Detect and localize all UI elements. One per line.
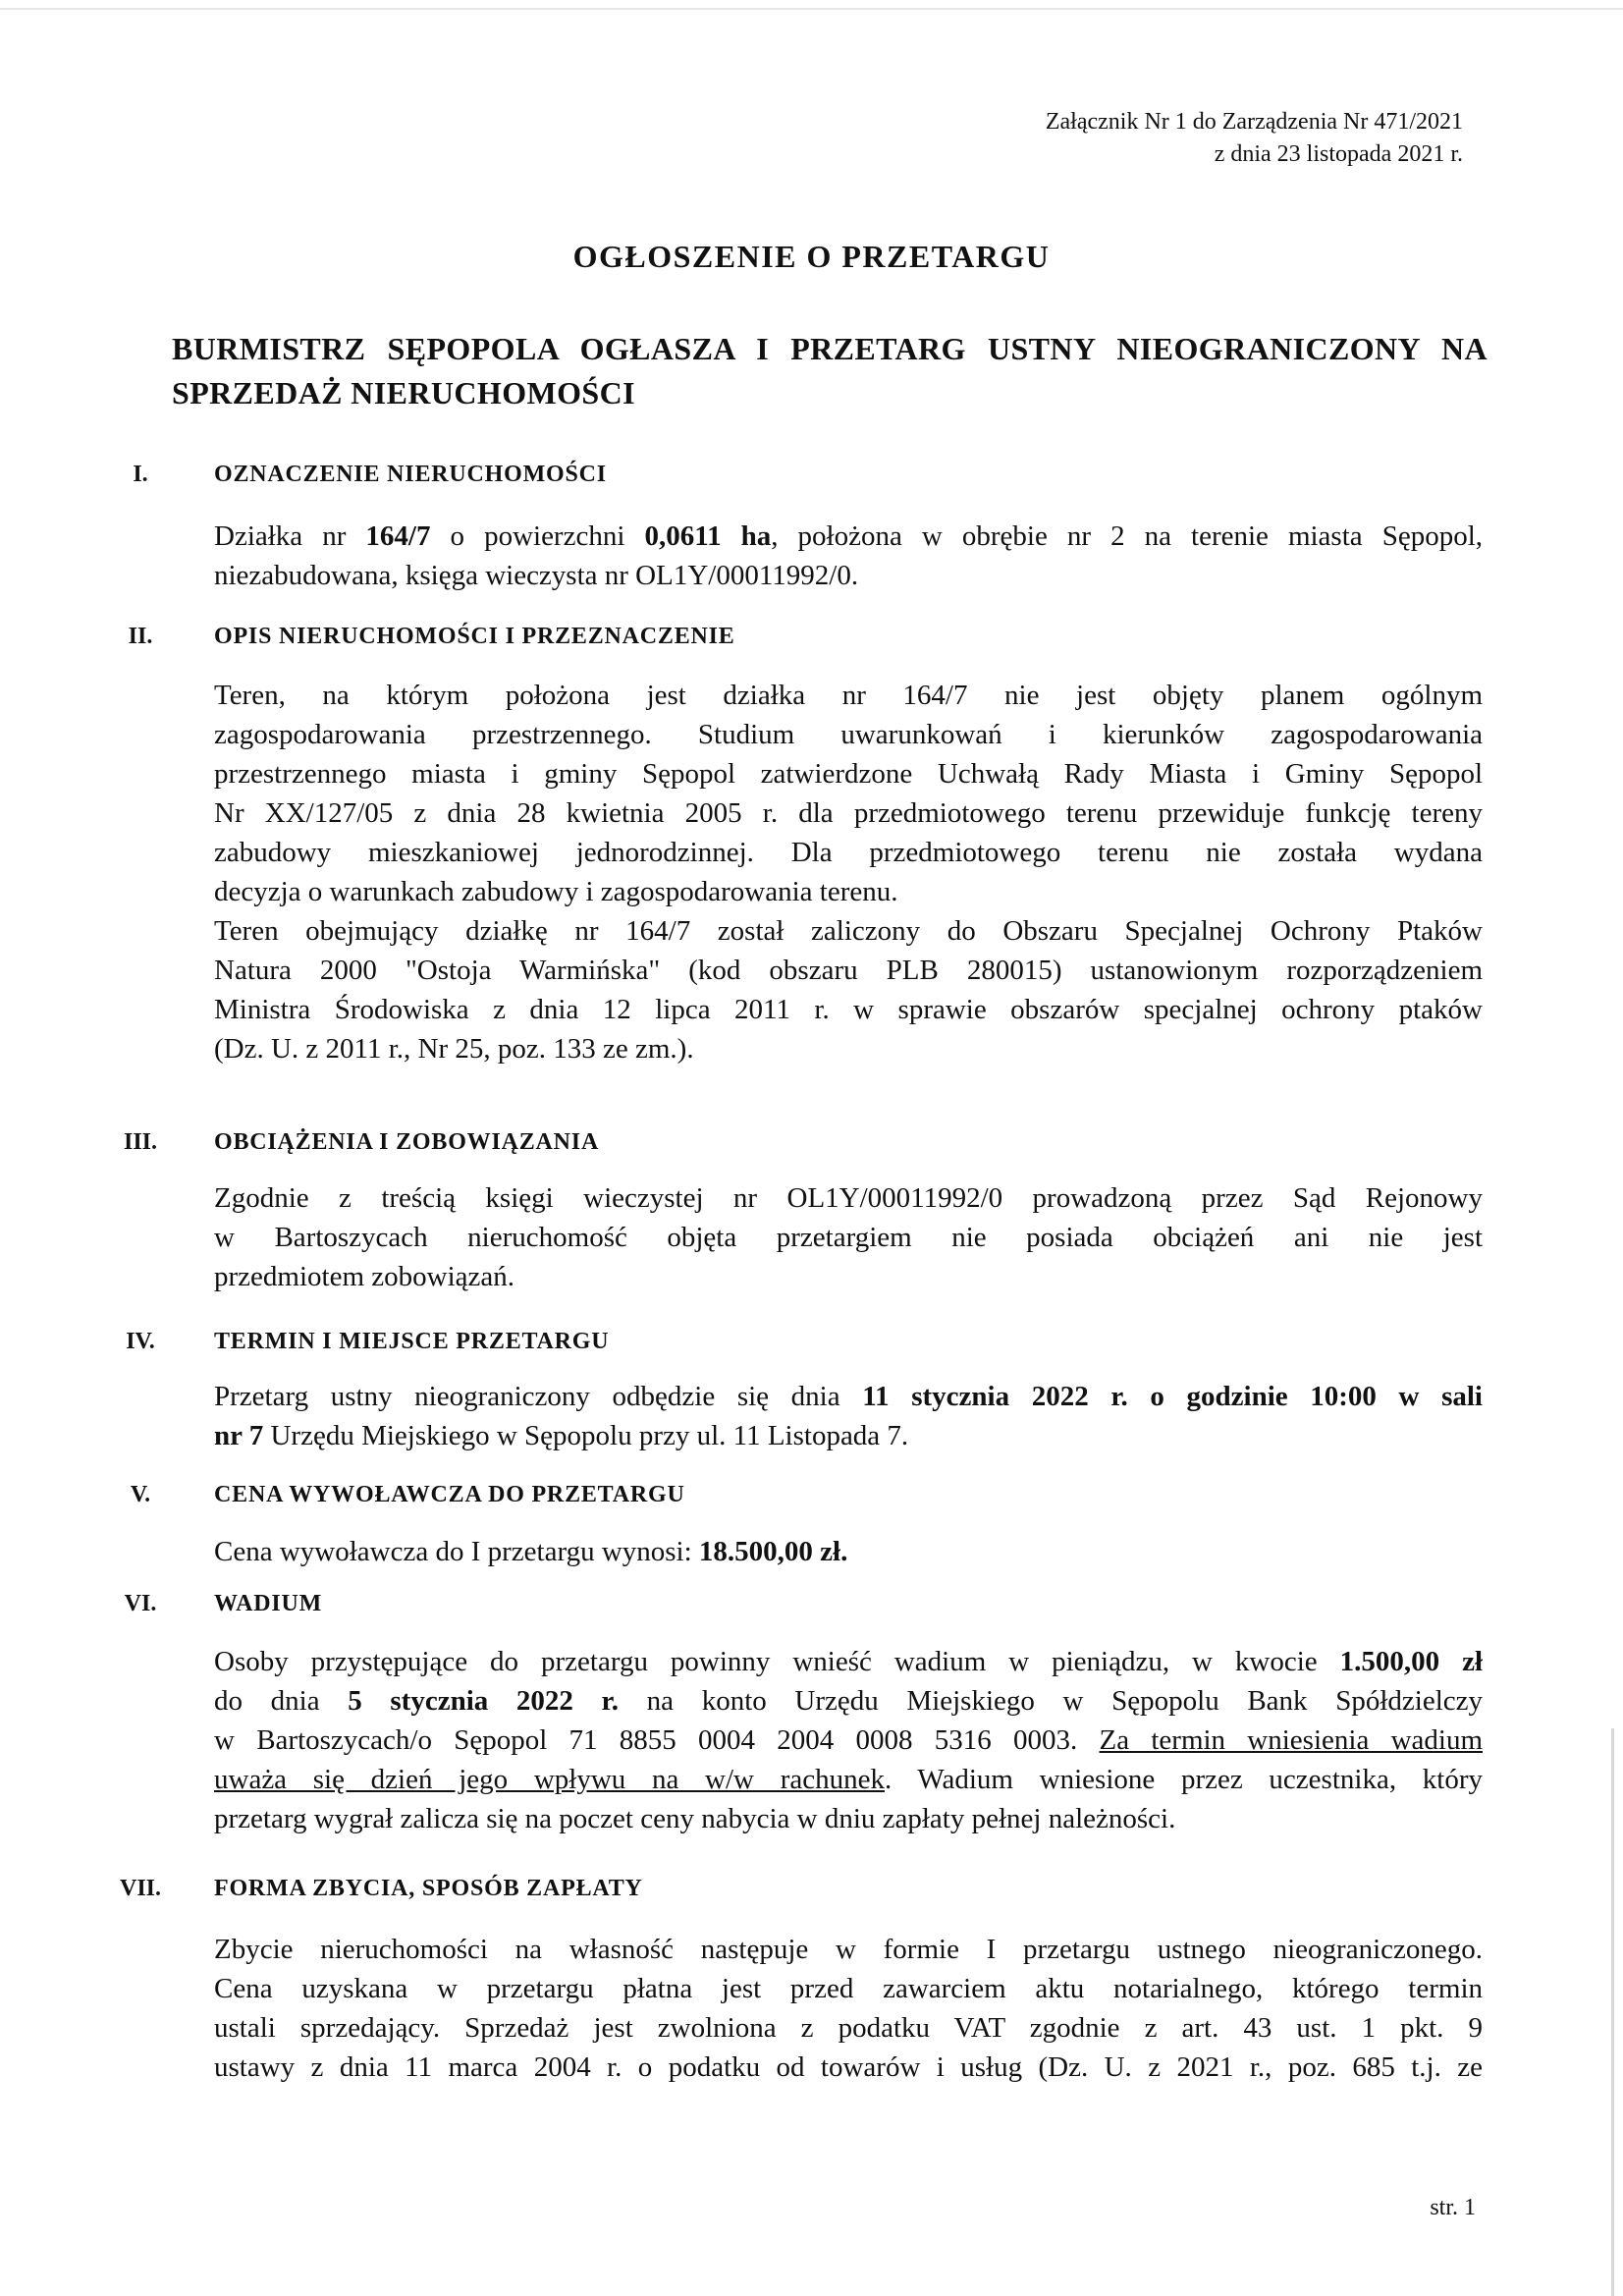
section-6-line-3: w Bartoszycach/o Sępopol 71 8855 0004 2004 0008 5316 0003. Za termin wniesienia wadium [214, 1724, 1483, 1756]
section-4-heading: TERMIN I MIEJSCE PRZETARGU [214, 1329, 610, 1354]
section-2-line: zagospodarowania przestrzennego. Studium uwarunkowań i kierunków zagospodarowania [214, 719, 1483, 750]
section-6-number: VI. [124, 1591, 157, 1616]
section-1-body [214, 517, 1483, 595]
section-7-line: ustawy z dnia 11 marca 2004 r. o podatku od towarów i usług (Dz. U. z 2021 r., poz. 685 t.j. ze [214, 2051, 1483, 2083]
section-7-line: Zbycie nieruchomości na własność następuje w formie I przetargu ustnego nieograniczonego. [214, 1934, 1483, 1965]
section-1-line-2: niezabudowana, księga wieczysta nr OL1Y/00011992/0. [214, 560, 859, 591]
section-6-heading: WADIUM [214, 1591, 323, 1616]
section-1-heading: OZNACZENIE NIERUCHOMOŚCI [214, 462, 607, 487]
document-subtitle [172, 327, 1488, 415]
section-7-line: ustali sprzedający. Sprzedaż jest zwolniona z podatku VAT zgodnie z art. 43 ust. 1 pkt. 9 [214, 2012, 1483, 2044]
section-5-line-1: Cena wywoławcza do I przetargu wynosi: 18.500,00 zł. [214, 1536, 848, 1567]
section-1-number: I. [133, 462, 148, 487]
subtitle-line-2: SPRZEDAŻ NIERUCHOMOŚCI [172, 375, 635, 410]
section-2-line: Teren, na którym położona jest działka nr 164/7 nie jest objęty planem ogólnym [214, 680, 1483, 711]
section-2-line: zabudowy mieszkaniowej jednorodzinnej. Dla przedmiotowego terenu nie została wydana [214, 837, 1483, 868]
section-1-line-1: Działka nr 164/7 o powierzchni 0,0611 ha, położona w obrębie nr 2 na terenie miasta Sępopol, [214, 520, 1483, 552]
section-7-number: VII. [119, 1876, 161, 1901]
section-4-line-1: Przetarg ustny nieograniczony odbędzie się dnia 11 stycznia 2022 r. o godzinie 10:00 w sali [214, 1381, 1483, 1412]
section-4-body [214, 1377, 1483, 1455]
section-2-line: Nr XX/127/05 z dnia 28 kwietnia 2005 r. dla przedmiotowego terenu przewiduje funkcję tereny [214, 797, 1483, 829]
section-3-number: III. [123, 1129, 158, 1155]
section-3-line: w Bartoszycach nieruchomość objęta przetargiem nie posiada obciążeń ani nie jest [214, 1222, 1483, 1253]
section-2-line: decyzja o warunkach zabudowy i zagospodarowania terenu. [214, 876, 898, 907]
section-3-body [214, 1178, 1483, 1296]
section-4-line-2: nr 7 Urzędu Miejskiego w Sępopolu przy ul. 11 Listopada 7. [214, 1420, 909, 1451]
section-2-line: Teren obejmujący działkę nr 164/7 został zaliczony do Obszaru Specjalnej Ochrony Ptaków [214, 915, 1483, 947]
section-5-heading: CENA WYWOŁAWCZA DO PRZETARGU [214, 1482, 685, 1507]
section-6-line-1: Osoby przystępujące do przetargu powinny wnieść wadium w pieniądzu, w kwocie 1.500,00 zł [214, 1646, 1484, 1677]
section-3-heading: OBCIĄŻENIA I ZOBOWIĄZANIA [214, 1129, 600, 1155]
annex-line-2: z dnia 23 listopada 2021 r. [1214, 141, 1463, 167]
annex-line-1: Załącznik Nr 1 do Zarządzenia Nr 471/2021 [1045, 109, 1463, 135]
section-2-line: przestrzennego miasta i gminy Sępopol zatwierdzone Uchwałą Rady Miasta i Gminy Sępopol [214, 758, 1483, 790]
section-6-line-5: przetarg wygrał zalicza się na poczet ceny nabycia w dniu zapłaty pełnej należności. [214, 1803, 1176, 1834]
page-number: str. 1 [1430, 2195, 1476, 2220]
scan-edge-right [1611, 1728, 1614, 2296]
section-2-heading: OPIS NIERUCHOMOŚCI I PRZEZNACZENIE [214, 624, 735, 649]
section-5-number: V. [130, 1482, 151, 1507]
section-7-heading: FORMA ZBYCIA, SPOSÓB ZAPŁATY [214, 1876, 643, 1901]
section-2-line: Ministra Środowiska z dnia 12 lipca 2011 r. w sprawie obszarów specjalnej ochrony ptaków [214, 994, 1483, 1025]
section-6-line-2: do dnia 5 stycznia 2022 r. na konto Urzędu Miejskiego w Sępopolu Bank Spółdzielczy [214, 1685, 1483, 1717]
section-2-number: II. [128, 624, 153, 649]
document-title: OGŁOSZENIE O PRZETARGU [572, 239, 1051, 274]
section-6-line-4: uważa się dzień jego wpływu na w/w rachunek. Wadium wniesione przez uczestnika, który [214, 1764, 1483, 1795]
section-2-body [214, 676, 1483, 1068]
section-3-line: Zgodnie z treścią księgi wieczystej nr OL1Y/00011992/0 prowadzoną przez Sąd Rejonowy [214, 1182, 1483, 1214]
section-4-number: IV. [126, 1329, 155, 1354]
section-2-line: (Dz. U. z 2011 r., Nr 25, poz. 133 ze zm.). [214, 1033, 694, 1065]
subtitle-line-1: BURMISTRZ SĘPOPOLA OGŁASZA I PRZETARG USTNY NIEOGRANICZONY NA [172, 331, 1488, 366]
section-2-line: Natura 2000 "Ostoja Warmińska" (kod obszaru PLB 280015) ustanowionym rozporządzeniem [214, 955, 1483, 986]
scan-edge-top [0, 8, 1623, 10]
section-7-line: Cena uzyskana w przetargu płatna jest przed zawarciem aktu notarialnego, którego termin [214, 1973, 1483, 2004]
section-3-line: przedmiotem zobowiązań. [214, 1261, 514, 1292]
annex-reference [1046, 106, 1463, 171]
section-7-body [214, 1930, 1483, 2087]
section-5-body [214, 1532, 1483, 1571]
section-6-body [214, 1642, 1483, 1838]
